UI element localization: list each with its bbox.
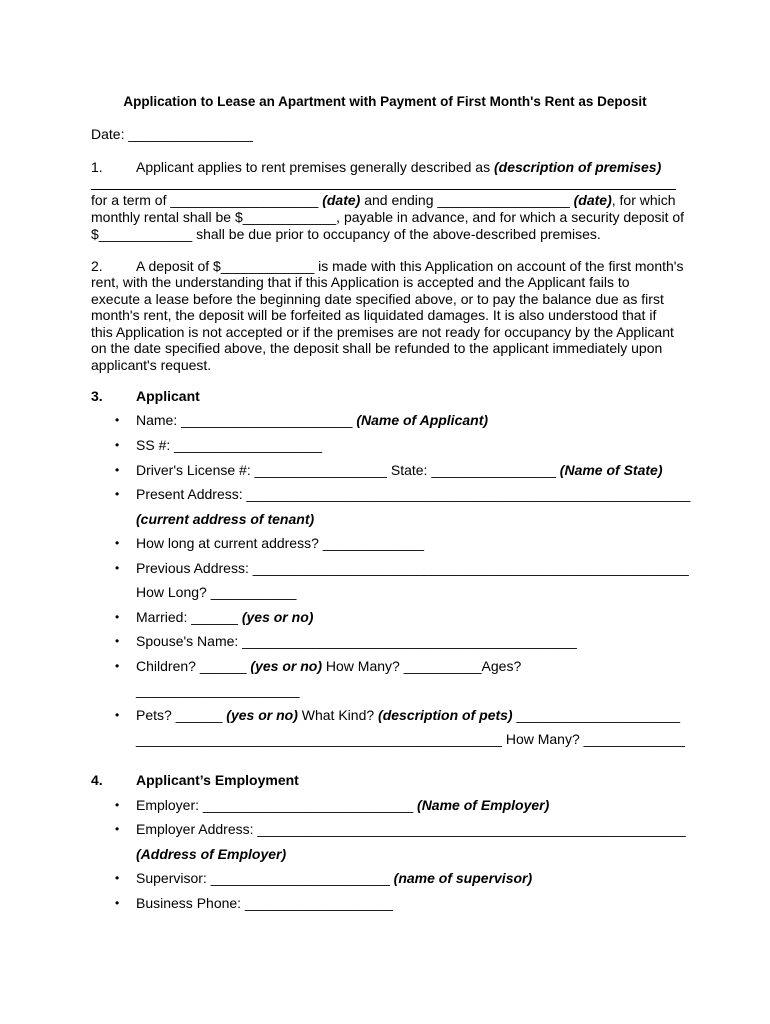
pets-how-many-field: _______________________________________________ How Many? _____________ (136, 731, 685, 747)
paragraph-number: 2. (91, 258, 103, 274)
paragraph-number: 1. (91, 159, 103, 175)
paragraph-text: , for which (611, 192, 676, 208)
employer-address-field: Employer Address: _______________________________________________________ (136, 821, 686, 837)
bullet: • (115, 896, 120, 910)
section-number: 4. (91, 772, 103, 788)
field-label: Driver's License #: _________________ State: ________________ (136, 462, 560, 478)
paragraph-1-line-4: $____________ shall be due prior to occupancy of the above-described premises. (91, 226, 601, 242)
field-label: Name: ______________________ (136, 412, 357, 428)
paragraph-1-line-2 (91, 192, 676, 209)
hint-text: (date) (573, 192, 612, 208)
business-phone-field: Business Phone: ___________________ (136, 895, 393, 911)
paragraph-2-line-1 (91, 258, 683, 275)
hint-text: (description of pets) (378, 707, 513, 723)
hint-text: (name of supervisor) (393, 870, 533, 886)
section-title: Applicant (136, 388, 200, 404)
married-field (136, 609, 313, 625)
bullet: • (115, 798, 120, 812)
bullet: • (115, 659, 120, 673)
hint-text: (Name of State) (559, 462, 663, 478)
date-line: Date: ________________ (91, 126, 253, 142)
bullet: • (115, 822, 120, 836)
hint-text: (description of premises) (493, 159, 662, 175)
ss-number-field: SS #: ___________________ (136, 437, 323, 453)
hint-text: (Name of Applicant) (356, 412, 489, 428)
paragraph-1-line-1 (91, 159, 661, 176)
hint-text: (yes or no) (241, 609, 314, 625)
employer-field (136, 797, 549, 813)
paragraph-2-body: rent, with the understanding that if this Application is accepted and the Applicant fails to execute a lease before the beginning date specified above, or to pay the balance due as first month's rent, the deposit will be forfeited as liquidated damages. It is also understood that if this Application is not accepted or if the premises are not ready for occupancy by the Applicant on the date specified above, the deposit shall be refunded to the applicant immediately upon applicant's request. (91, 274, 674, 373)
how-long-field: How long at current address? _____________ (136, 535, 424, 551)
bullet: • (115, 634, 120, 648)
document-title: Application to Lease an Apartment with Payment of First Month's Rent as Deposit (123, 94, 647, 109)
pets-field (136, 707, 680, 723)
applicant-name-field (136, 412, 488, 428)
field-label: How Many? __________Ages? (322, 658, 522, 674)
bullet: • (115, 413, 120, 427)
bullet: • (115, 561, 120, 575)
employer-address-hint: (Address of Employer) (136, 846, 287, 862)
field-label: Employer: ___________________________ (136, 797, 418, 813)
paragraph-text: A deposit of $____________ is made with this Application on account of the first month's (136, 258, 684, 274)
children-field (136, 658, 521, 674)
present-address-field: Present Address: _________________________________________________________ (136, 486, 691, 502)
section-4-heading (91, 772, 299, 788)
hint-text: (date) (322, 192, 361, 208)
bullet: • (115, 487, 120, 501)
section-number: 3. (91, 388, 103, 404)
hint-text: (yes or no) (226, 707, 298, 723)
drivers-license-field (136, 462, 662, 478)
field-label: What Kind? (297, 707, 379, 723)
bullet: • (115, 438, 120, 452)
present-address-hint: (current address of tenant) (136, 511, 315, 527)
field-label: Children? ______ (136, 658, 251, 674)
bullet: • (115, 610, 120, 624)
field-label: Pets? ______ (136, 707, 227, 723)
hint-text: (Name of Employer) (417, 797, 550, 813)
supervisor-field (136, 870, 532, 886)
paragraph-text: Applicant applies to rent premises generally described as (136, 159, 494, 175)
section-3-heading (91, 388, 200, 404)
section-title: Applicant’s Employment (136, 772, 299, 788)
paragraph-1-line-3: monthly rental shall be $____________, payable in advance, and for which a security deposit of (91, 209, 685, 225)
bullet: • (115, 536, 120, 550)
field-label: _____________________ (512, 707, 680, 723)
blank-rule (91, 189, 676, 190)
bullet: • (115, 463, 120, 477)
spouse-name-field: Spouse's Name: ___________________________________________ (136, 633, 577, 649)
hint-text: (yes or no) (250, 658, 322, 674)
previous-address-field: Previous Address: ________________________________________________________ (136, 560, 689, 576)
field-label: Married: ______ (136, 609, 242, 625)
paragraph-text: and ending _________________ (360, 192, 574, 208)
field-label: Supervisor: _______________________ (136, 870, 394, 886)
paragraph-text: for a term of ___________________ (91, 192, 323, 208)
children-ages-blank: _____________________ (136, 682, 300, 698)
bullet: • (115, 708, 120, 722)
previous-how-long-field: How Long? ___________ (136, 584, 297, 600)
bullet: • (115, 871, 120, 885)
